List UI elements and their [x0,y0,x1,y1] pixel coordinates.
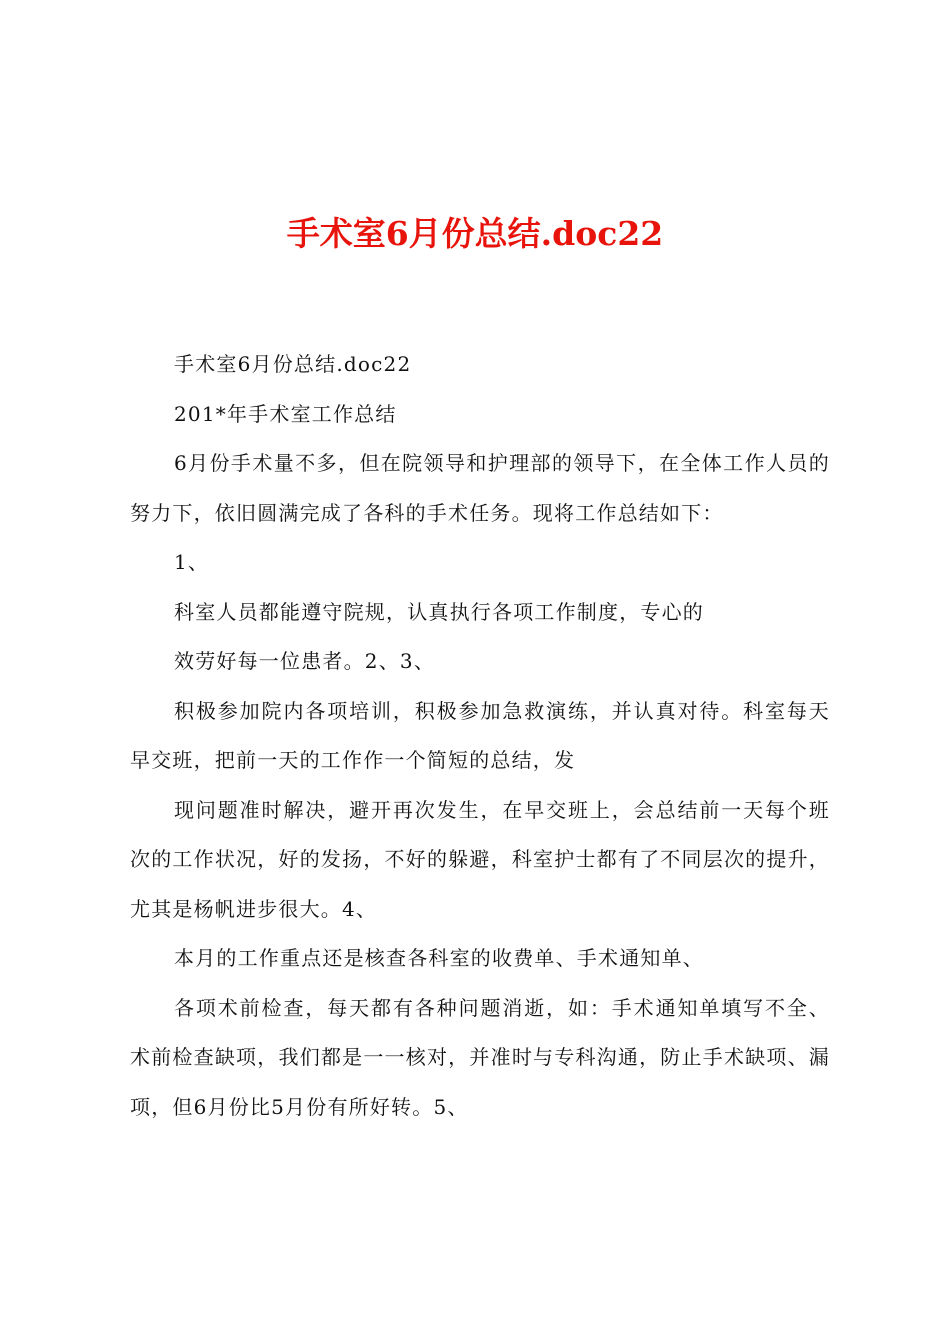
paragraph-filename: 手术室6月份总结.doc22 [174,352,412,376]
paragraph-checks: 各项术前检查，每天都有各种问题消逝，如：手术通知单填写不全、术前检查缺项，我们都是一一核对，并准时与专科沟通，防止手术缺项、漏项，但6月份比5月份有所好转。5、 [130,995,830,1119]
paragraph-focus: 本月的工作重点还是核查各科室的收费单、手术通知单、 [174,946,704,970]
paragraph-service: 效劳好每一位患者。2、3、 [174,649,436,673]
paragraph-heading: 201*年手术室工作总结 [174,401,397,426]
paragraph-training: 积极参加院内各项培训，积极参加急救演练，并认真对待。科室每天早交班，把前一天的工作作一个简短的总结，发 [130,698,830,772]
paragraph-item-1: 1、 [174,550,210,574]
paragraph-handover: 现问题准时解决，避开再次发生，在早交班上，会总结前一天每个班次的工作状况，好的发扬，不好的躲避，科室护士都有了不同层次的提升，尤其是杨帆进步很大。4、 [130,797,830,921]
document-body [130,340,830,1132]
paragraph-rules: 科室人员都能遵守院规，认真执行各项工作制度，专心的 [174,599,704,624]
paragraph-intro: 6月份手术量不多，但在院领导和护理部的领导下，在全体工作人员的努力下，依旧圆满完成了各科的手术任务。现将工作总结如下： [130,451,830,525]
document-title: 手术室6月份总结.doc22 [286,214,664,253]
